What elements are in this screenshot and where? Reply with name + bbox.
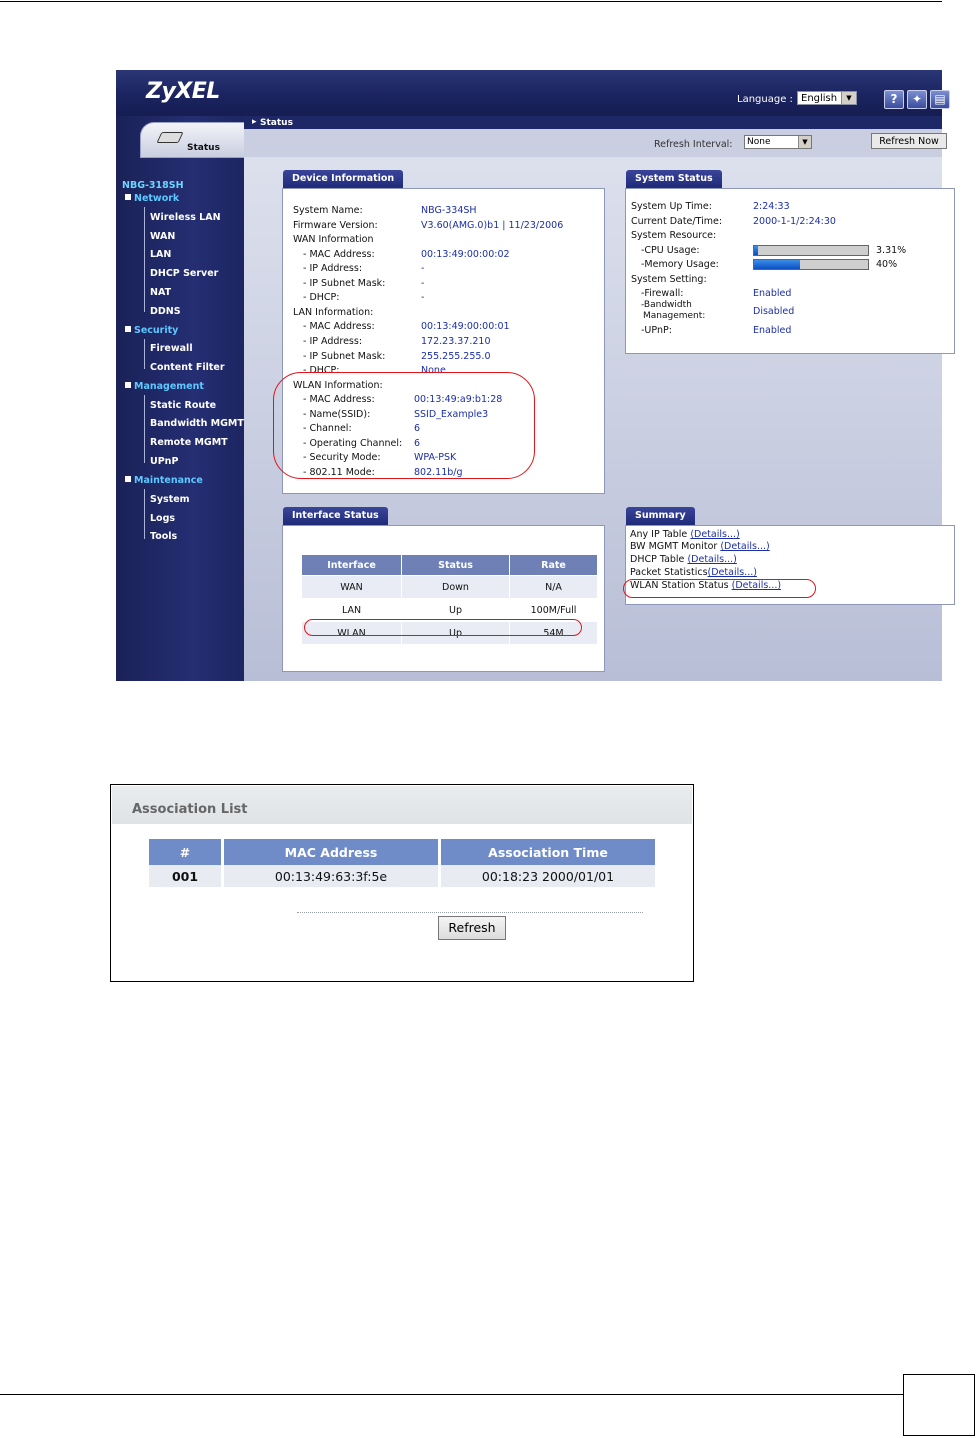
sidebar-item-tools[interactable]: Tools bbox=[150, 531, 178, 542]
cpu-usage-bar bbox=[753, 245, 869, 256]
device-info-value: 802.11b/g bbox=[414, 466, 463, 478]
chevron-down-icon: ▼ bbox=[798, 136, 811, 148]
sidebar-item-lan[interactable]: LAN bbox=[150, 249, 172, 260]
sidebar-item-wireless-lan[interactable]: Wireless LAN bbox=[150, 212, 221, 223]
sidebar-item-static-route[interactable]: Static Route bbox=[150, 400, 217, 411]
tree-line bbox=[144, 395, 145, 463]
page-top-rule bbox=[0, 1, 942, 2]
page-number-box bbox=[903, 1374, 975, 1436]
summary-item-any-ip: Any IP Table (Details...) bbox=[630, 529, 740, 540]
device-info-label: - Operating Channel: bbox=[303, 437, 403, 449]
device-info-value: - bbox=[421, 292, 425, 304]
device-info-value: 00:13:49:00:00:02 bbox=[421, 248, 510, 260]
summary-item-wlan-station: WLAN Station Status (Details...) bbox=[630, 580, 782, 591]
device-info-value: 00:13:49:00:00:01 bbox=[421, 321, 510, 333]
page-bottom-rule bbox=[0, 1394, 903, 1395]
bandwidth-management-value: Disabled bbox=[753, 306, 795, 317]
table-row: WLAN Up 54M bbox=[302, 622, 598, 645]
memory-usage-value: 40% bbox=[876, 259, 898, 270]
breadcrumb: ▸ Status bbox=[244, 116, 942, 129]
device-info-value: - bbox=[421, 277, 425, 289]
device-info-label: - 802.11 Mode: bbox=[303, 466, 375, 478]
divider bbox=[297, 912, 643, 913]
device-info-label: WLAN Information: bbox=[293, 379, 383, 391]
model-name: NBG-318SH bbox=[122, 180, 184, 191]
sidebar-section-security[interactable]: Security bbox=[125, 325, 178, 336]
top-bar bbox=[116, 70, 946, 116]
device-info-value: 255.255.255.0 bbox=[421, 350, 491, 362]
zyxel-logo: ZyXEL bbox=[146, 79, 220, 104]
collapse-icon bbox=[125, 476, 131, 482]
router-icon bbox=[156, 132, 183, 143]
sidebar-section-maintenance[interactable]: Maintenance bbox=[125, 475, 203, 486]
refresh-interval-select[interactable]: None ▼ bbox=[744, 135, 812, 149]
device-info-label: - Channel: bbox=[303, 423, 352, 435]
system-up-time: 2:24:33 bbox=[753, 201, 790, 212]
collapse-icon bbox=[125, 194, 131, 200]
column-header: Interface bbox=[302, 555, 402, 576]
details-link[interactable]: (Details...) bbox=[707, 567, 757, 578]
column-header: # bbox=[149, 839, 223, 865]
column-header: Association Time bbox=[440, 839, 656, 865]
device-info-value: 172.23.37.210 bbox=[421, 335, 491, 347]
firewall-value: Enabled bbox=[753, 288, 792, 299]
details-link[interactable]: (Details...) bbox=[720, 541, 770, 552]
device-info-label: - MAC Address: bbox=[303, 321, 375, 333]
device-info-label: - Security Mode: bbox=[303, 452, 381, 464]
device-info-label: Firmware Version: bbox=[293, 219, 378, 231]
refresh-now-button[interactable]: Refresh Now bbox=[871, 133, 947, 149]
device-info-label: - IP Subnet Mask: bbox=[303, 277, 386, 289]
device-info-label: - IP Address: bbox=[303, 263, 363, 275]
device-info-panel bbox=[282, 188, 605, 494]
device-info-label: - MAC Address: bbox=[303, 394, 375, 406]
device-info-label: System Name: bbox=[293, 205, 363, 216]
details-link[interactable]: (Details...) bbox=[731, 580, 782, 591]
sidebar-item-ddns[interactable]: DDNS bbox=[150, 306, 181, 317]
association-header bbox=[112, 786, 692, 824]
router-status-screenshot bbox=[116, 70, 946, 681]
device-info-value: None bbox=[421, 365, 446, 377]
summary-item-bw-mgmt: BW MGMT Monitor (Details...) bbox=[630, 541, 770, 552]
status-tab[interactable] bbox=[140, 122, 244, 158]
association-list-title: Association List bbox=[132, 802, 248, 817]
details-link[interactable]: (Details...) bbox=[687, 554, 737, 565]
device-info-label: WAN Information bbox=[293, 234, 374, 246]
device-info-value: 6 bbox=[414, 437, 421, 449]
memory-usage-bar bbox=[753, 259, 869, 270]
sidebar-item-wan[interactable]: WAN bbox=[150, 231, 176, 242]
device-info-label: LAN Information: bbox=[293, 306, 374, 318]
logout-icon[interactable]: ▤ bbox=[930, 90, 950, 109]
tree-line bbox=[144, 489, 145, 539]
refresh-interval-label: Refresh Interval: bbox=[654, 139, 733, 150]
sidebar bbox=[116, 116, 244, 681]
device-info-label: - MAC Address: bbox=[303, 248, 375, 260]
device-info-value: - bbox=[421, 263, 425, 275]
sidebar-section-network[interactable]: Network bbox=[125, 193, 179, 204]
device-info-label: - Name(SSID): bbox=[303, 408, 371, 420]
wizard-icon[interactable]: ✦ bbox=[907, 90, 927, 109]
table-row: LAN Up 100M/Full bbox=[302, 599, 598, 622]
details-link[interactable]: (Details...) bbox=[690, 529, 740, 540]
sidebar-item-content-filter[interactable]: Content Filter bbox=[150, 362, 225, 373]
system-status-title: System Status bbox=[626, 170, 722, 188]
upnp-value: Enabled bbox=[753, 325, 792, 336]
column-header: Status bbox=[402, 555, 510, 576]
sidebar-item-remote-mgmt[interactable]: Remote MGMT bbox=[150, 437, 228, 448]
chevron-down-icon: ▼ bbox=[841, 92, 856, 104]
system-status-panel: System Up Time: 2:24:33 Current Date/Time: 2000-1-1/2:24:30 System Resource: -CPU Usage: 3.31% -Memory Usage: 40% System Setting: -Firewall: Enabled -Bandwidth Management: Disabled -UPnP: Enabled bbox=[625, 188, 955, 354]
device-info-label: - IP Address: bbox=[303, 335, 363, 347]
interface-status-title: Interface Status bbox=[283, 507, 388, 525]
device-info-value: V3.60(AMG.0)b1 | 11/23/2006 bbox=[421, 219, 564, 231]
main-content bbox=[244, 116, 942, 681]
device-info-value: SSID_Example3 bbox=[414, 408, 489, 420]
summary-title: Summary bbox=[626, 507, 695, 525]
help-icon[interactable]: ? bbox=[884, 90, 904, 109]
sidebar-item-firewall[interactable]: Firewall bbox=[150, 343, 193, 354]
tree-line bbox=[144, 339, 145, 369]
cpu-usage-value: 3.31% bbox=[876, 245, 907, 256]
language-value: English bbox=[801, 93, 838, 104]
device-info-label: - DHCP: bbox=[303, 292, 340, 304]
collapse-icon bbox=[125, 326, 131, 332]
table-row: 001 00:13:49:63:3f:5e 00:18:23 2000/01/01 bbox=[149, 865, 655, 887]
sidebar-item-bandwidth-mgmt[interactable]: Bandwidth MGMT bbox=[150, 418, 244, 429]
sidebar-section-management[interactable]: Management bbox=[125, 381, 204, 392]
column-header: Rate bbox=[510, 555, 598, 576]
association-list-screenshot bbox=[110, 784, 694, 982]
language-label: Language : bbox=[737, 94, 793, 105]
sidebar-item-system[interactable]: System bbox=[150, 494, 190, 505]
sidebar-item-dhcp-server[interactable]: DHCP Server bbox=[150, 268, 219, 279]
sidebar-item-logs[interactable]: Logs bbox=[150, 513, 176, 524]
device-info-value: NBG-334SH bbox=[421, 205, 477, 216]
device-info-value: WPA-PSK bbox=[414, 452, 457, 464]
summary-item-dhcp: DHCP Table (Details...) bbox=[630, 554, 737, 565]
refresh-button[interactable]: Refresh bbox=[438, 916, 506, 940]
device-info-label: - DHCP: bbox=[303, 365, 340, 377]
summary-item-packet-stats: Packet Statistics(Details...) bbox=[630, 567, 757, 578]
column-header: MAC Address bbox=[223, 839, 440, 865]
language-select[interactable] bbox=[797, 91, 857, 105]
device-info-title: Device Information bbox=[283, 170, 403, 188]
device-info-value: 00:13:49:a9:b1:28 bbox=[414, 394, 503, 406]
sidebar-item-nat[interactable]: NAT bbox=[150, 287, 172, 298]
status-tab-label: Status bbox=[187, 143, 220, 153]
current-date-time: 2000-1-1/2:24:30 bbox=[753, 216, 836, 227]
tree-line bbox=[144, 207, 145, 312]
device-info-label: - IP Subnet Mask: bbox=[303, 350, 386, 362]
table-row: WAN Down N/A bbox=[302, 576, 598, 599]
association-table bbox=[149, 839, 655, 887]
device-info-value: 6 bbox=[414, 423, 421, 435]
collapse-icon bbox=[125, 382, 131, 388]
refresh-bar bbox=[244, 129, 942, 157]
interface-table bbox=[301, 554, 598, 645]
sidebar-item-upnp[interactable]: UPnP bbox=[150, 456, 179, 467]
